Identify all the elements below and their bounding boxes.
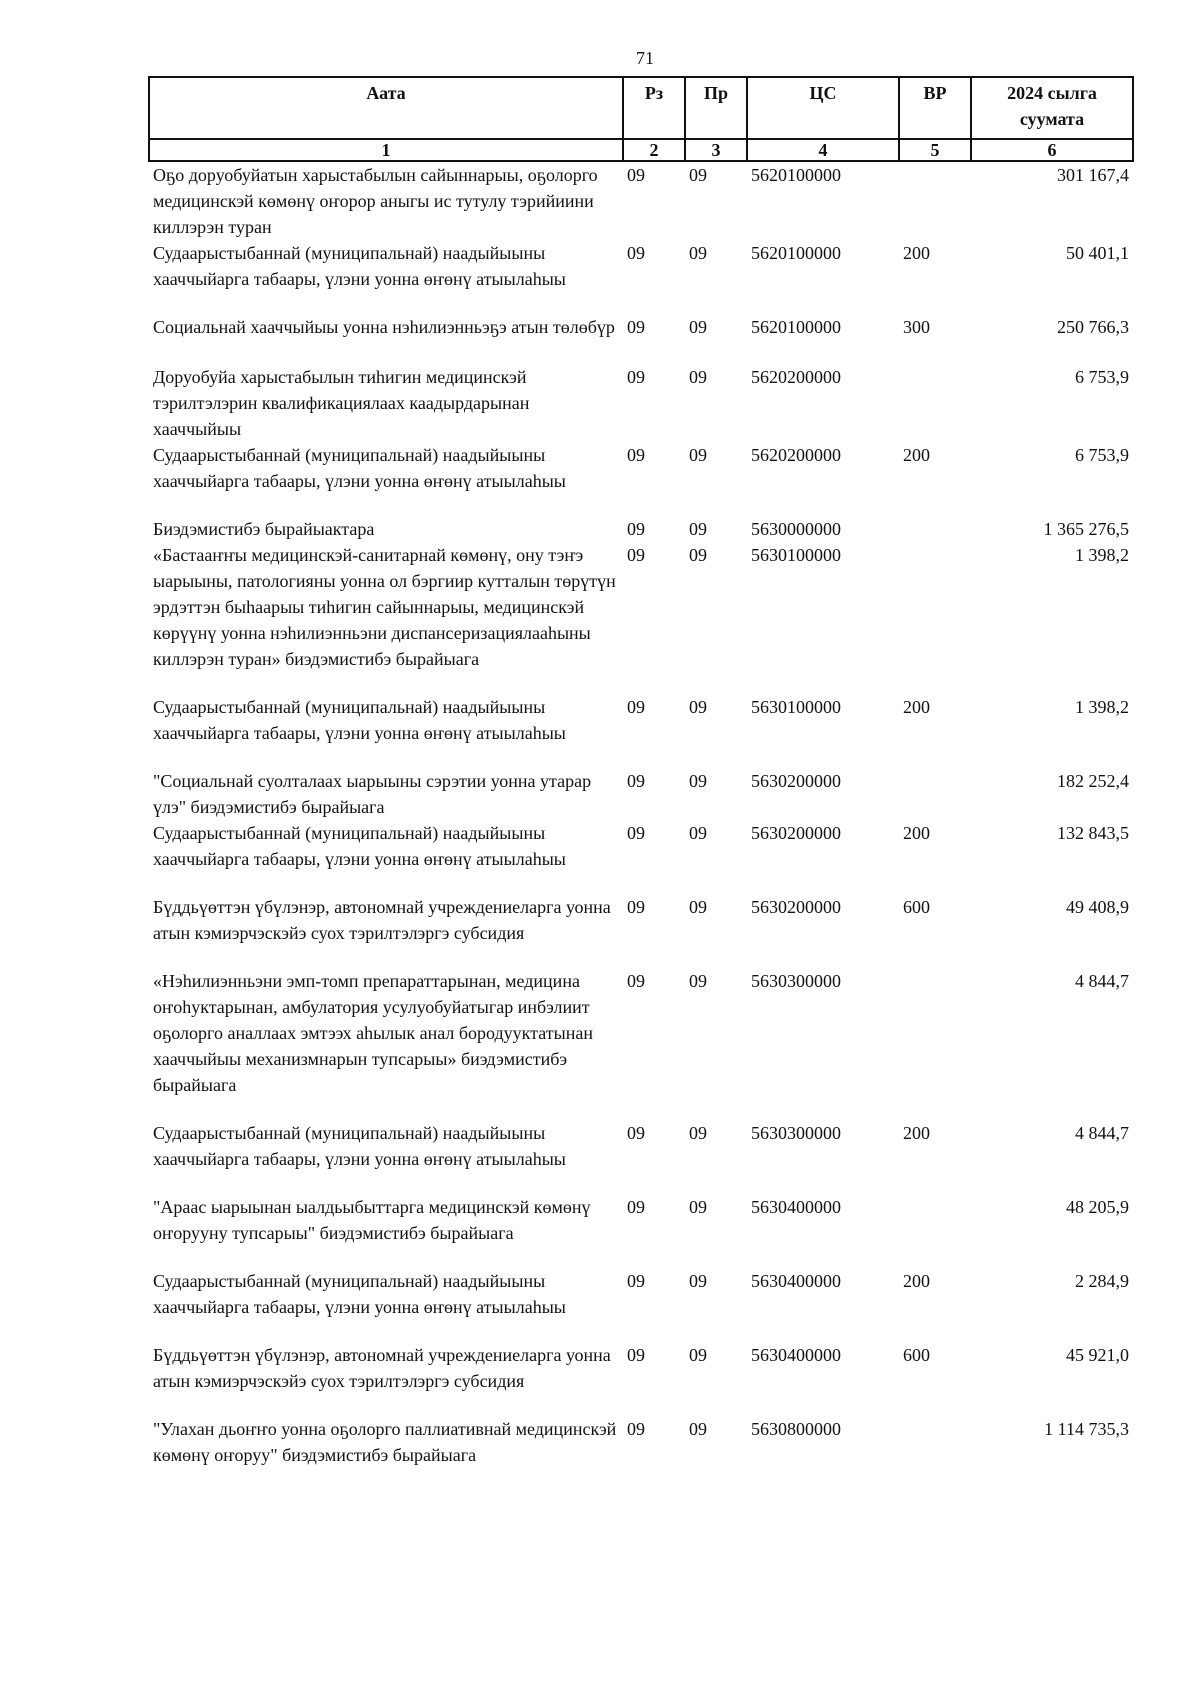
row-name: Биэдэмистибэ бырайыактара <box>153 519 375 539</box>
row-name: Судаарыстыбаннай (муниципальнай) наадыйыыны хааччыйарга табаары, үлэни уонна өҥөнү атыылаһыы <box>153 697 566 743</box>
row-sum: 4 844,7 <box>1075 1123 1129 1143</box>
row-cs: 5620100000 <box>751 165 841 185</box>
row-pr: 09 <box>689 1197 707 1217</box>
row-sum: 1 114 735,3 <box>1044 1419 1129 1439</box>
row-rz: 09 <box>627 1345 645 1365</box>
row-pr: 09 <box>689 545 707 565</box>
row-cs: 5620200000 <box>751 367 841 387</box>
row-cs: 5630000000 <box>751 519 841 539</box>
table-row <box>149 442 1133 516</box>
table-row <box>149 516 1133 542</box>
row-cs: 5630400000 <box>751 1197 841 1217</box>
row-vr <box>899 364 971 442</box>
row-rz: 09 <box>627 519 645 539</box>
row-rz: 09 <box>627 823 645 843</box>
row-vr <box>899 968 971 1120</box>
row-sum: 2 284,9 <box>1075 1271 1129 1291</box>
row-vr <box>899 516 971 542</box>
row-vr: 600 <box>903 1345 930 1365</box>
row-vr <box>899 542 971 694</box>
row-rz: 09 <box>627 1419 645 1439</box>
column-number: 5 <box>899 139 971 161</box>
table-row <box>149 694 1133 768</box>
row-pr: 09 <box>689 445 707 465</box>
table-row <box>149 894 1133 968</box>
row-name: Судаарыстыбаннай (муниципальнай) наадыйыыны хааччыйарга табаары, үлэни уонна өҥөнү атыылаһыы <box>153 1271 566 1317</box>
row-name: Судаарыстыбаннай (муниципальнай) наадыйыыны хааччыйарга табаары, үлэни уонна өҥөнү атыылаһыы <box>153 445 566 491</box>
table-row <box>149 968 1133 1120</box>
row-sum: 4 844,7 <box>1075 971 1129 991</box>
column-number: 4 <box>747 139 899 161</box>
row-cs: 5620100000 <box>751 317 841 337</box>
row-rz: 09 <box>627 1271 645 1291</box>
row-rz: 09 <box>627 1197 645 1217</box>
row-name: "Араас ыарыынан ыалдьыбыттарга медицинскэй көмөнү оҥорууну тупсарыы" биэдэмистибэ бырайыага <box>153 1197 591 1243</box>
row-rz: 09 <box>627 545 645 565</box>
row-sum: 50 401,1 <box>1066 243 1129 263</box>
row-pr: 09 <box>689 367 707 387</box>
table-row <box>149 240 1133 314</box>
row-rz: 09 <box>627 1123 645 1143</box>
page-number: 71 <box>636 48 654 68</box>
row-sum: 1 365 276,5 <box>1043 519 1129 539</box>
header-vr: ВР <box>899 77 971 139</box>
row-sum: 48 205,9 <box>1066 1197 1129 1217</box>
header-name: Аата <box>149 77 623 139</box>
header-pr: Пр <box>685 77 747 139</box>
column-number: 3 <box>685 139 747 161</box>
row-pr: 09 <box>689 897 707 917</box>
table-row <box>149 1120 1133 1194</box>
budget-table <box>148 76 1134 1492</box>
row-sum: 1 398,2 <box>1075 697 1129 717</box>
row-pr: 09 <box>689 519 707 539</box>
row-vr: 200 <box>903 1123 930 1143</box>
row-cs: 5630100000 <box>751 545 841 565</box>
table-row <box>149 768 1133 820</box>
row-sum: 6 753,9 <box>1075 445 1129 465</box>
row-name: Социальнай хааччыйыы уонна нэһилиэнньэҕэ атын төлөбүр <box>153 317 615 337</box>
row-name: Бүддьүөттэн үбүлэнэр, автономнай учреждениеларга уонна атын кэмиэрчэскэйэ суох тэрилтэлэргэ субсидия <box>153 897 611 943</box>
row-name: Доруобуйа харыстабылын тиһигин медицинскэй тэрилтэлэрин квалификациялаах каадырдарынан хааччыйыы <box>153 367 530 439</box>
table-row <box>149 364 1133 442</box>
table-row <box>149 161 1133 240</box>
row-name: "Социальнай суолталаах ыарыыны сэрэтии уонна утарар үлэ" биэдэмистибэ бырайыага <box>153 771 592 817</box>
row-cs: 5630400000 <box>751 1345 841 1365</box>
row-rz: 09 <box>627 367 645 387</box>
row-sum: 132 843,5 <box>1057 823 1129 843</box>
row-cs: 5630200000 <box>751 771 841 791</box>
column-number: 6 <box>971 139 1133 161</box>
table-row <box>149 542 1133 694</box>
table-row <box>149 820 1133 894</box>
row-sum: 250 766,3 <box>1057 317 1129 337</box>
row-vr <box>899 768 971 820</box>
row-vr: 200 <box>903 1271 930 1291</box>
row-rz: 09 <box>627 165 645 185</box>
column-number: 1 <box>149 139 623 161</box>
row-name: «Бастааҥҥы медицинскэй-санитарнай көмөнү, ону тэҥэ ыарыыны, патологияны уонна ол бэргиир кутталын төрүтүн эрдэттэн быһаарыы тиһигин сайыннарыы, медицинскэй көрүүнү уонна нэһилиэнньэни диспансеризациялааһыны киллэрэн туран» биэдэмистибэ бырайыага <box>153 545 616 669</box>
row-name: "Улахан дьоҥҥо уонна оҕолорго паллиативнай медицинскэй көмөнү оҥоруу" биэдэмистибэ бырайыага <box>153 1419 617 1465</box>
row-vr <box>899 161 971 240</box>
row-pr: 09 <box>689 1271 707 1291</box>
row-vr: 300 <box>903 317 930 337</box>
row-cs: 5630200000 <box>751 897 841 917</box>
table-header <box>149 77 1133 161</box>
table-row <box>149 1268 1133 1342</box>
row-rz: 09 <box>627 445 645 465</box>
row-sum: 301 167,4 <box>1057 165 1129 185</box>
row-pr: 09 <box>689 1345 707 1365</box>
row-vr <box>899 1194 971 1268</box>
row-vr <box>899 1416 971 1492</box>
row-name: Судаарыстыбаннай (муниципальнай) наадыйыыны хааччыйарга табаары, үлэни уонна өҥөнү атыылаһыы <box>153 823 566 869</box>
row-vr: 600 <box>903 897 930 917</box>
row-rz: 09 <box>627 697 645 717</box>
row-pr: 09 <box>689 1419 707 1439</box>
header-cs: ЦС <box>747 77 899 139</box>
row-cs: 5630800000 <box>751 1419 841 1439</box>
row-sum: 45 921,0 <box>1066 1345 1129 1365</box>
row-name: «Нэһилиэнньэни эмп-томп препараттарынан, медицина оҥоһуктарынан, амбулатория усулуобуйатыгар инбэлиит оҕолорго аналлаах эмтээх аһылык анал бородууктатынан хааччыйыы механизмнарын тупсарыы» биэдэмистибэ бырайыага <box>153 971 593 1095</box>
row-sum: 6 753,9 <box>1075 367 1129 387</box>
row-rz: 09 <box>627 971 645 991</box>
row-pr: 09 <box>689 1123 707 1143</box>
row-name: Оҕо доруобуйатын харыстабылын сайыннарыы, оҕолорго медицинскэй көмөнү оҥорор аныгы ис тутулу тэрийиини киллэрэн туран <box>153 165 598 237</box>
row-pr: 09 <box>689 317 707 337</box>
row-sum: 182 252,4 <box>1057 771 1129 791</box>
row-vr: 200 <box>903 823 930 843</box>
row-pr: 09 <box>689 823 707 843</box>
row-cs: 5630300000 <box>751 971 841 991</box>
table-row <box>149 1416 1133 1492</box>
header-row <box>149 77 1133 139</box>
row-pr: 09 <box>689 771 707 791</box>
row-cs: 5630400000 <box>751 1271 841 1291</box>
row-rz: 09 <box>627 897 645 917</box>
row-vr: 200 <box>903 697 930 717</box>
column-number-row <box>149 139 1133 161</box>
row-cs: 5630300000 <box>751 1123 841 1143</box>
row-rz: 09 <box>627 317 645 337</box>
row-pr: 09 <box>689 165 707 185</box>
table-row <box>149 1342 1133 1416</box>
table-row <box>149 1194 1133 1268</box>
table-body <box>149 161 1133 1492</box>
row-pr: 09 <box>689 243 707 263</box>
row-rz: 09 <box>627 771 645 791</box>
row-pr: 09 <box>689 697 707 717</box>
row-name: Судаарыстыбаннай (муниципальнай) наадыйыыны хааччыйарга табаары, үлэни уонна өҥөнү атыылаһыы <box>153 243 566 289</box>
row-name: Бүддьүөттэн үбүлэнэр, автономнай учреждениеларга уонна атын кэмиэрчэскэйэ суох тэрилтэлэргэ субсидия <box>153 1345 611 1391</box>
row-name: Судаарыстыбаннай (муниципальнай) наадыйыыны хааччыйарга табаары, үлэни уонна өҥөнү атыылаһыы <box>153 1123 566 1169</box>
column-number: 2 <box>623 139 685 161</box>
row-pr: 09 <box>689 971 707 991</box>
row-cs: 5630100000 <box>751 697 841 717</box>
row-sum: 49 408,9 <box>1066 897 1129 917</box>
row-rz: 09 <box>627 243 645 263</box>
table-row <box>149 314 1133 364</box>
row-vr: 200 <box>903 243 930 263</box>
header-rz: Рз <box>623 77 685 139</box>
row-sum: 1 398,2 <box>1075 545 1129 565</box>
row-vr: 200 <box>903 445 930 465</box>
row-cs: 5620200000 <box>751 445 841 465</box>
header-sum: 2024 сылга суумата <box>971 77 1133 139</box>
row-cs: 5620100000 <box>751 243 841 263</box>
row-cs: 5630200000 <box>751 823 841 843</box>
